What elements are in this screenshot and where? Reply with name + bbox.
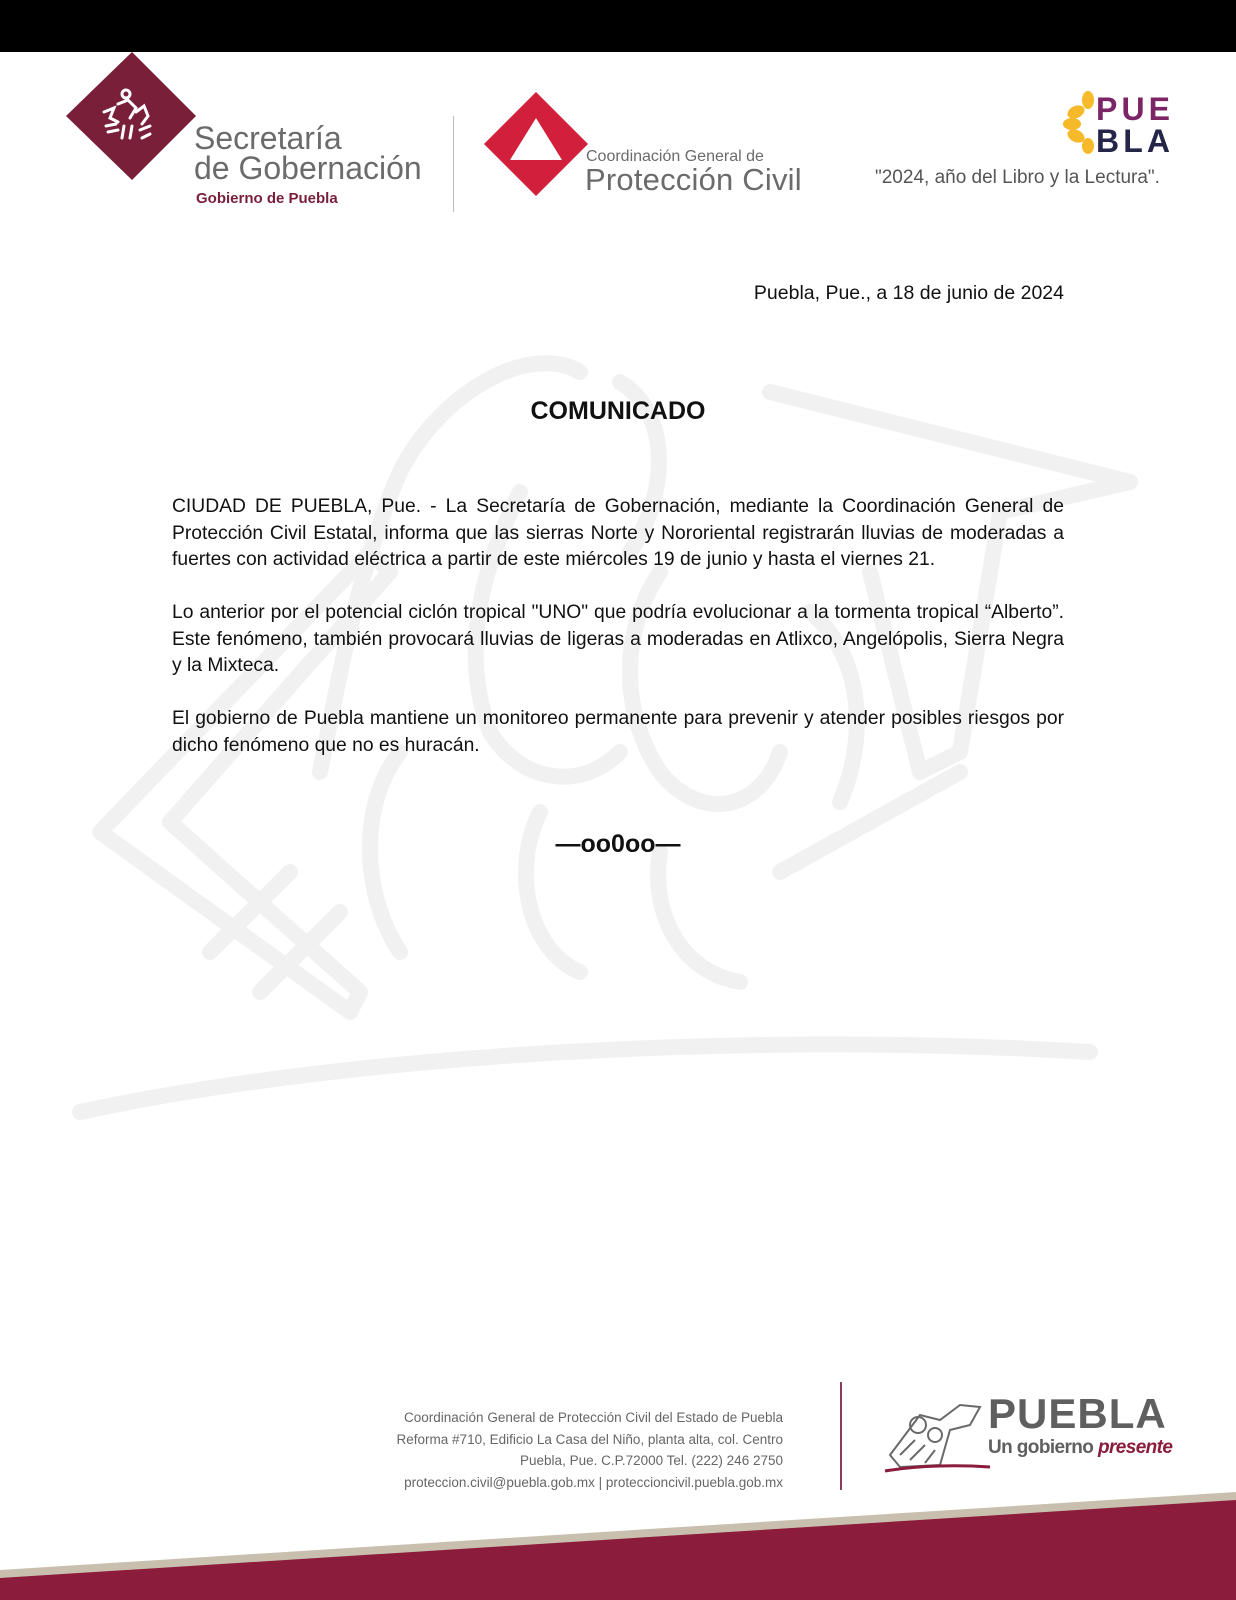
secretaria-title-line1: Secretaría — [194, 120, 342, 156]
paragraph-2: Lo anterior por el potencial ciclón tropical "UNO" que podría evolucionar a la tormenta tropical “Alberto”. Este fenómeno, también provocará lluvias de ligeras a moderadas en Atlixco, Angelópolis, Sierra Negra y la Mixteca. — [172, 602, 1064, 676]
header-divider — [453, 116, 454, 212]
slogan-part-2: presente — [1097, 1437, 1173, 1458]
footer-decorative-band — [0, 1492, 1236, 1600]
proteccion-civil-title: Protección Civil — [585, 162, 802, 197]
paragraph-1: CIUDAD DE PUEBLA, Pue. - La Secretaría de Gobernación, mediante la Coordinación General de Protección Civil Estatal, informa que las sierras Norte y Nororiental registrarán lluvias de moderadas a fuertes con actividad eléctrica a partir de este miércoles 19 de junio y hasta el viernes 21. — [172, 496, 1064, 570]
slogan-part-1: Un gobierno — [988, 1437, 1098, 1458]
footer-address — [397, 1407, 783, 1493]
top-black-bar — [0, 0, 1236, 52]
gobierno-puebla-label: Gobierno de Puebla — [196, 190, 338, 207]
footer-line-1: Coordinación General de Protección Civil del Estado de Puebla — [404, 1410, 783, 1425]
document-title: COMUNICADO — [530, 397, 706, 425]
puebla-brand-slogan — [988, 1437, 1172, 1459]
svg-text:BLA: BLA — [1096, 123, 1168, 154]
footer-line-2: Reforma #710, Edificio La Casa del Niño, planta alta, col. Centro — [396, 1431, 783, 1447]
document-date: Puebla, Pue., a 18 de junio de 2024 — [753, 282, 1064, 304]
proteccion-civil-emblem-icon — [484, 92, 588, 196]
footer-line-3: Puebla, Pue. C.P.72000 Tel. (222) 246 2750 — [520, 1453, 783, 1468]
svg-text:PUE: PUE — [1096, 91, 1168, 127]
closing-separator: —oo0oo— — [555, 830, 681, 858]
puebla-gobierno-emblem-icon — [880, 1395, 995, 1475]
document-page — [0, 52, 1236, 1600]
footer-contact-links: proteccion.civil@puebla.gob.mx | proteccioncivil.puebla.gob.mx — [404, 1474, 783, 1490]
puebla-brand-title: PUEBLA — [988, 1390, 1167, 1437]
secretaria-title-line2: de Gobernación — [194, 150, 422, 186]
puebla-logo — [1062, 90, 1172, 154]
footer-divider — [840, 1382, 842, 1490]
proteccion-civil-subtitle: Coordinación General de — [586, 148, 764, 165]
watermark-emblem — [60, 352, 1180, 1172]
secretaria-gobernacion-emblem-icon — [66, 52, 196, 182]
paragraph-3: El gobierno de Puebla mantiene un monitoreo permanente para prevenir y atender posibles riesgos por dicho fenómeno que no es huracán. — [172, 708, 1064, 756]
year-motto: "2024, año del Libro y la Lectura". — [875, 167, 1160, 188]
